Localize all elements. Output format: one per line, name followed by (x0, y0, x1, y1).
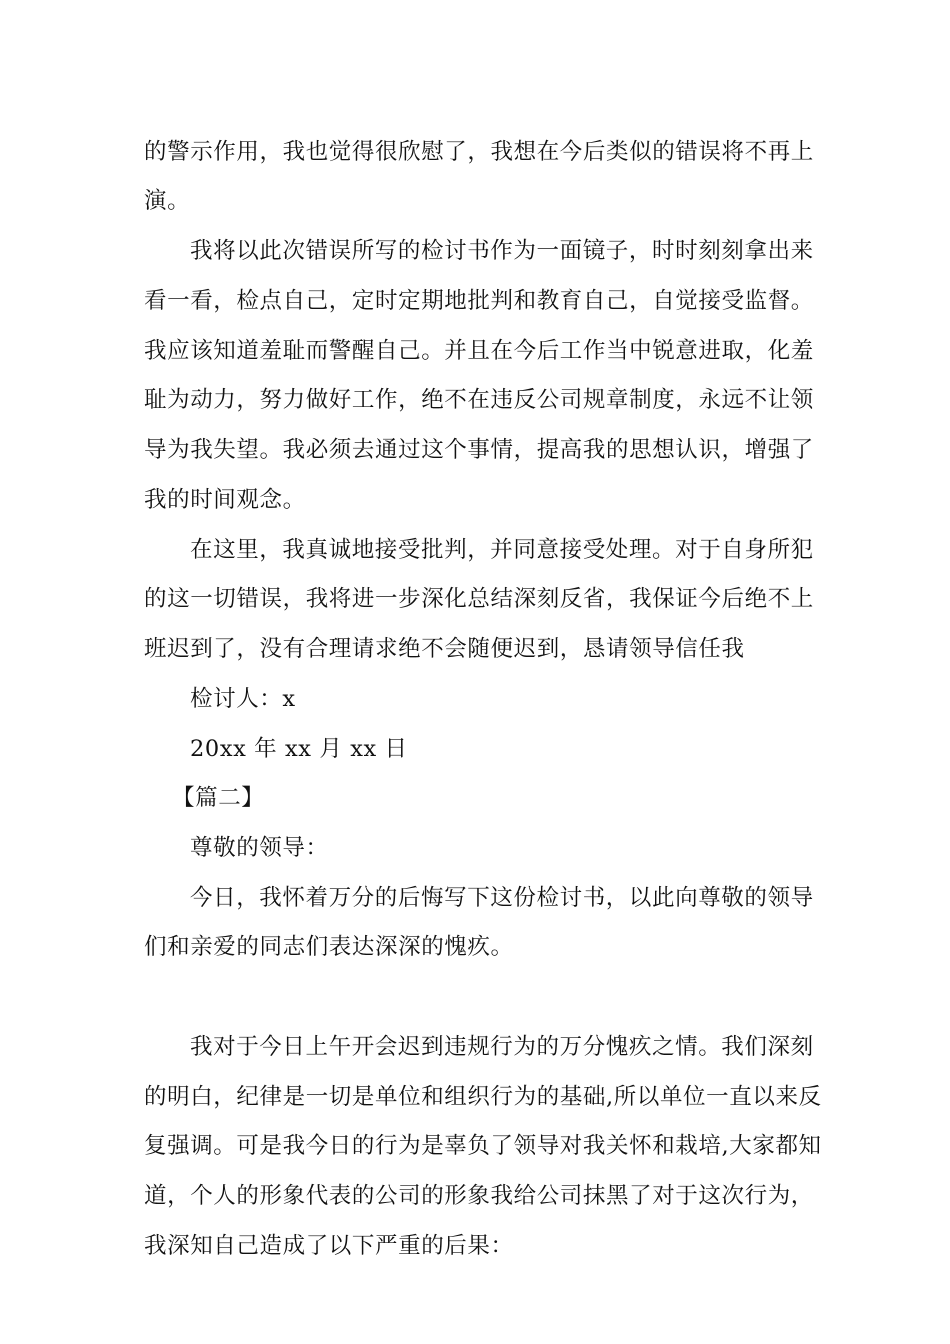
salutation: 尊敬的领导： (190, 835, 329, 861)
date-line: 20xx 年 xx 月 xx 日 (190, 736, 408, 762)
section-heading: 【篇二】 (172, 785, 265, 811)
paragraph-start: 在这里，我真诚地接受批判，并同意接受处理。对于自身所犯 (190, 537, 814, 563)
text-line: 我深知自己造成了以下严重的后果： (144, 1233, 514, 1259)
text-line: 演。 (144, 188, 191, 214)
text-line: 看一看，检点自己，定时定期地批判和教育自己，自觉接受监督。 (144, 288, 814, 314)
text-line: 们和亲爱的同志们表达深深的愧疚。 (144, 934, 514, 960)
paragraph-start: 我对于今日上午开会迟到违规行为的万分愧疚之情。我们深刻 (190, 1034, 814, 1060)
text-line: 的警示作用，我也觉得很欣慰了，我想在今后类似的错误将不再上 (144, 139, 814, 165)
paragraph-start: 我将以此次错误所写的检讨书作为一面镜子，时时刻刻拿出来 (190, 238, 814, 264)
text-line: 我的时间观念。 (144, 487, 306, 513)
paragraph-start: 今日，我怀着万分的后悔写下这份检讨书，以此向尊敬的领导 (190, 885, 814, 911)
text-line: 班迟到了，没有合理请求绝不会随便迟到，恳请领导信任我 (144, 636, 745, 662)
text-line: 耻为动力，努力做好工作，绝不在违反公司规章制度，永远不让领 (144, 387, 814, 413)
text-line: 的这一切错误，我将进一步深化总结深刻反省，我保证今后绝不上 (144, 586, 814, 612)
text-line: 复强调。可是我今日的行为是辜负了领导对我关怀和栽培,大家都知 (144, 1133, 822, 1159)
text-line: 的明白，纪律是一切是单位和组织行为的基础,所以单位一直以来反 (144, 1084, 822, 1110)
text-line: 我应该知道羞耻而警醒自己。并且在今后工作当中锐意进取，化羞 (144, 338, 814, 364)
text-line: 道，个人的形象代表的公司的形象我给公司抹黑了对于这次行为， (144, 1183, 814, 1209)
signature-line: 检讨人：x (190, 686, 296, 712)
text-line: 导为我失望。我必须去通过这个事情，提高我的思想认识，增强了 (144, 437, 814, 463)
